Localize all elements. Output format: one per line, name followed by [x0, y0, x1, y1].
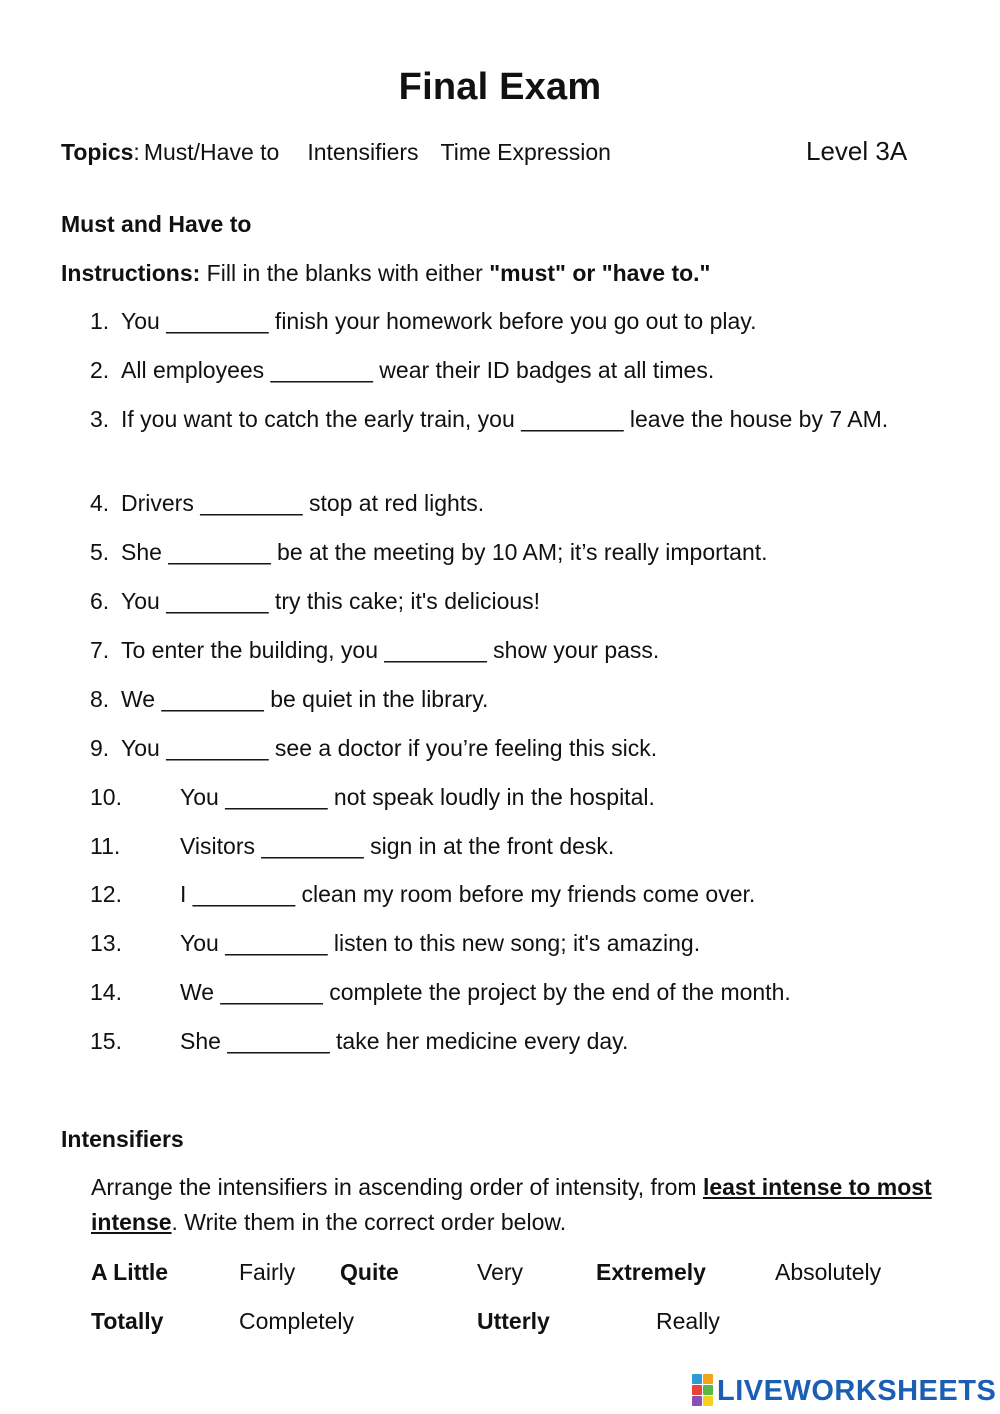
question-text[interactable]: Drivers ________ stop at red lights.: [121, 490, 485, 516]
question-text[interactable]: If you want to catch the early train, you ________ leave the house by 7 AM.: [121, 406, 889, 432]
question-text[interactable]: She ________ be at the meeting by 10 AM; it’s really important.: [121, 539, 768, 565]
question-number: 8.: [90, 686, 110, 712]
question-number: 6.: [90, 588, 110, 614]
logo-square: [692, 1396, 702, 1406]
question-text[interactable]: You ________ see a doctor if you’re feeling this sick.: [121, 735, 658, 761]
question-number: 7.: [90, 637, 110, 663]
question-number: 11.: [90, 833, 121, 859]
para-text-after: . Write them in the correct order below.: [171, 1209, 567, 1235]
question-number: 4.: [90, 490, 110, 516]
question-text[interactable]: We ________ be quiet in the library.: [121, 686, 489, 712]
para-emphasis: least intense to most intense: [91, 1174, 932, 1235]
logo-square: [703, 1374, 713, 1384]
topic-must-have-to: Must/Have to: [143, 139, 280, 165]
intensifier-word: Very: [477, 1259, 524, 1285]
question-text[interactable]: All employees ________ wear their ID badges at all times.: [121, 357, 715, 383]
question-number: 14.: [90, 979, 122, 1005]
intensifier-word: Extremely: [596, 1259, 706, 1285]
topic-time-expression: Time Expression: [440, 139, 611, 165]
instructions-label: Instructions:: [61, 260, 201, 286]
para-text-before: Arrange the intensifiers in ascending order of intensity, from: [91, 1174, 703, 1200]
question-number: 9.: [90, 735, 110, 761]
intensifiers-instructions: [91, 1170, 936, 1240]
question-number: 13.: [90, 930, 122, 956]
intensifier-word: Absolutely: [775, 1259, 882, 1285]
intensifier-word: Completely: [239, 1308, 355, 1334]
liveworksheets-logo[interactable]: [692, 1372, 996, 1410]
logo-mark-icon: [692, 1374, 714, 1408]
section-heading-intensifiers: Intensifiers: [61, 1126, 184, 1152]
intensifier-word: A Little: [91, 1259, 169, 1285]
topics-line: [61, 139, 611, 166]
question-text[interactable]: I ________ clean my room before my friends come over.: [180, 881, 756, 907]
logo-square: [703, 1385, 713, 1395]
intensifier-word: Fairly: [239, 1259, 296, 1285]
instructions: [61, 260, 710, 287]
question-text[interactable]: She ________ take her medicine every day.: [180, 1028, 629, 1054]
level-label: Level 3A: [806, 136, 908, 166]
page-title: Final Exam: [398, 66, 602, 108]
question-text[interactable]: You ________ not speak loudly in the hospital.: [180, 784, 655, 810]
question-number: 2.: [90, 357, 110, 383]
section-heading-must: Must and Have to: [61, 211, 252, 237]
question-number: 15.: [90, 1028, 122, 1054]
logo-square: [692, 1374, 702, 1384]
question-text[interactable]: You ________ finish your homework before you go out to play.: [121, 308, 757, 334]
intensifier-word: Really: [656, 1308, 720, 1334]
intensifier-word: Quite: [340, 1259, 399, 1285]
question-text[interactable]: We ________ complete the project by the end of the month.: [180, 979, 791, 1005]
question-number: 12.: [90, 881, 122, 907]
topic-intensifiers: Intensifiers: [307, 139, 419, 165]
question-number: 3.: [90, 406, 110, 432]
logo-text: LIVEWORKSHEETS: [717, 1374, 997, 1407]
intensifier-word: Totally: [91, 1308, 164, 1334]
topics-label: Topics: [61, 139, 134, 165]
question-number: 10.: [90, 784, 122, 810]
topics-separator: :: [133, 139, 140, 165]
question-number: 5.: [90, 539, 110, 565]
logo-square: [703, 1396, 713, 1406]
instructions-text: Fill in the blanks with either: [200, 260, 490, 286]
question-text[interactable]: To enter the building, you ________ show your pass.: [121, 637, 660, 663]
question-text[interactable]: You ________ try this cake; it's delicious!: [121, 588, 541, 614]
question-text[interactable]: Visitors ________ sign in at the front desk.: [180, 833, 615, 859]
intensifier-word: Utterly: [477, 1308, 550, 1334]
question-number: 1.: [90, 308, 110, 334]
question-text[interactable]: You ________ listen to this new song; it's amazing.: [180, 930, 701, 956]
instructions-emphasis: "must" or "have to.": [489, 260, 711, 286]
logo-square: [692, 1385, 702, 1395]
